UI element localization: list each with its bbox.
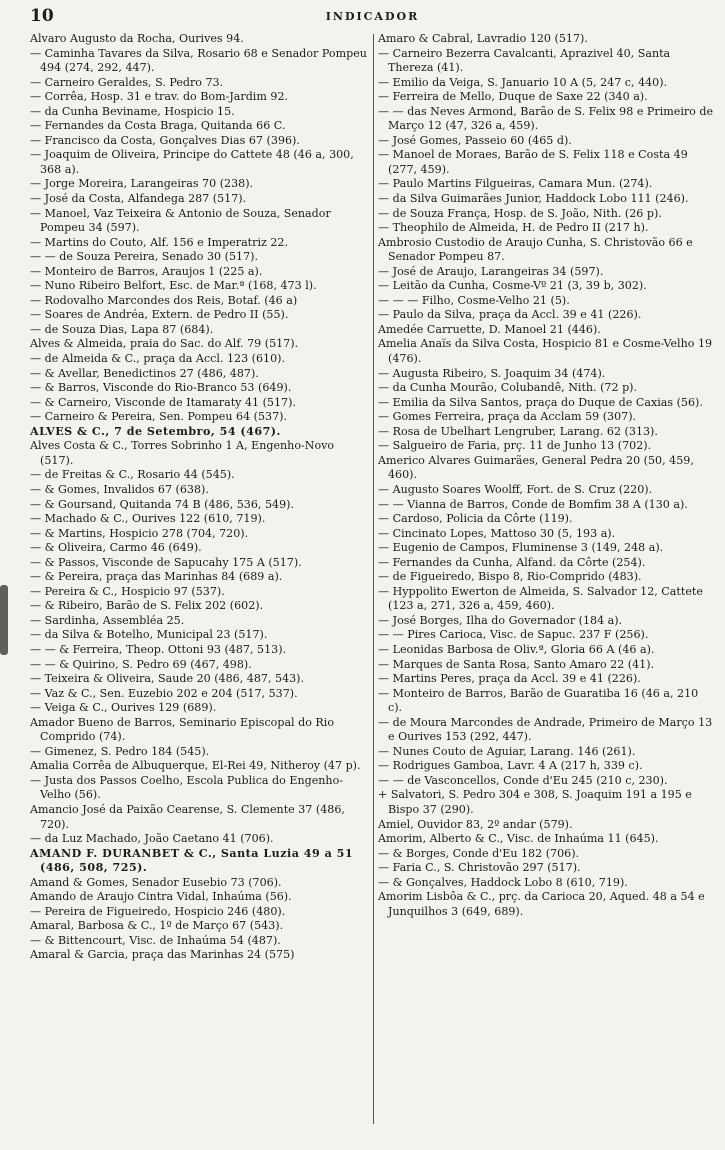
directory-entry: — José Gomes, Passeio 60 (465 d). — [378, 133, 572, 147]
directory-entry: — Francisco da Costa, Gonçalves Dias 67 (396). — [30, 133, 300, 147]
directory-entry: — Cincinato Lopes, Mattoso 30 (5, 193 a). — [378, 526, 616, 540]
directory-entry: — Augusta Ribeiro, S. Joaquim 34 (474). — [378, 366, 606, 380]
entry-columns — [30, 32, 715, 963]
directory-entry: — & Barros, Visconde do Rio-Branco 53 (649). — [30, 381, 292, 395]
directory-entry: — Faria C., S. Christovão 297 (517). — [378, 861, 581, 875]
directory-entry: — Justa dos Passos Coelho, Escola Publica do Engenho-Velho (56). — [30, 773, 343, 802]
directory-entry: Alves & Almeida, praia do Sac. do Alf. 79 (517). — [30, 337, 299, 351]
directory-entry: — Rodovalho Marcondes dos Reis, Botaf. (46 a) — [30, 293, 298, 307]
directory-entry: — Nunes Couto de Aguiar, Larang. 146 (261). — [378, 744, 636, 758]
directory-entry: — Martins do Couto, Alf. 156 e Imperatriz 22. — [30, 235, 288, 249]
directory-entry: — Leonidas Barbosa de Oliv.ª, Gloria 66 A (46 a). — [378, 642, 655, 656]
directory-entry: — José de Araujo, Larangeiras 34 (597). — [378, 264, 604, 278]
directory-entry: — & Goursand, Quitanda 74 B (486, 536, 549). — [30, 497, 294, 511]
directory-entry: — de Almeida & C., praça da Accl. 123 (610). — [30, 352, 286, 366]
directory-entry: — de Freitas & C., Rosario 44 (545). — [30, 468, 235, 482]
directory-entry: — Cardoso, Policia da Côrte (119). — [378, 512, 573, 526]
directory-entry: — José da Costa, Alfandega 287 (517). — [30, 192, 247, 206]
directory-entry: — José Borges, Ilha do Governador (184 a). — [378, 613, 623, 627]
running-head: INDICADOR — [325, 10, 420, 23]
directory-entry: — Rodrigues Gamboa, Lavr. 4 A (217 h, 339 c). — [378, 759, 643, 773]
directory-entry: — Emilia da Silva Santos, praça do Duque de Caxias (56). — [378, 395, 703, 409]
directory-entry: — Manoel de Moraes, Barão de S. Felix 118 e Costa 49 (277, 459). — [378, 148, 688, 176]
directory-entry: — — & Quirino, S. Pedro 69 (467, 498). — [30, 657, 252, 671]
directory-entry: — Teixeira & Oliveira, Saude 20 (486, 487, 543). — [30, 672, 305, 686]
directory-entry: — Monteiro de Barros, Araujos 1 (225 a). — [30, 264, 263, 278]
directory-entry: — de Souza Dias, Lapa 87 (684). — [30, 322, 214, 336]
left-column — [30, 32, 372, 963]
directory-entry: — Machado & C., Ourives 122 (610, 719). — [30, 512, 266, 526]
directory-entry: — & Avellar, Benedictinos 27 (486, 487). — [30, 366, 259, 380]
directory-entry: — de Moura Marcondes de Andrade, Primeiro de Março 13 e Ourives 153 (292, 447). — [378, 715, 713, 744]
directory-entry: — Rosa de Ubelhart Lengruber, Larang. 62 (313). — [378, 424, 658, 438]
directory-entry: — Paulo Martins Filgueiras, Camara Mun. (274). — [378, 177, 653, 191]
page-edge-blot — [0, 585, 8, 655]
page-header — [30, 4, 715, 32]
directory-entry: Americo Alvares Guimarães, General Pedra 20 (50, 459, 460). — [378, 453, 694, 482]
directory-entry: — & Gonçalves, Haddock Lobo 8 (610, 719). — [378, 875, 628, 889]
directory-entry: Amorim, Alberto & C., Visc. de Inhaúma 11 (645). — [378, 832, 659, 846]
directory-entry: — Nuno Ribeiro Belfort, Esc. de Mar.ª (168, 473 l). — [30, 279, 317, 293]
directory-entry: — & Pereira, praça das Marinhas 84 (689 a). — [30, 570, 283, 584]
directory-entry: Amaral, Barbosa & C., 1º de Março 67 (543). — [30, 919, 284, 933]
directory-entry: Amancio José da Paixão Cearense, S. Clemente 37 (486, 720). — [30, 802, 345, 831]
directory-entry: — Augusto Soares Woolff, Fort. de S. Cruz (220). — [378, 482, 653, 496]
directory-entry: — — de Souza Pereira, Senado 30 (517). — [30, 250, 258, 264]
directory-entry: + Salvatori, S. Pedro 304 e 308, S. Joaquim 191 a 195 e Bispo 37 (290). — [378, 788, 692, 816]
directory-entry: Amand & Gomes, Senador Eusebio 73 (706). — [30, 875, 282, 889]
directory-entry: — Pereira & C., Hospicio 97 (537). — [30, 584, 225, 598]
directory-entry: — Soares de Andréa, Extern. de Pedro II (55). — [30, 308, 289, 322]
directory-entry: — Paulo da Silva, praça da Accl. 39 e 41 (226). — [378, 308, 642, 322]
directory-entry: — de Figueiredo, Bispo 8, Rio-Comprido (483). — [378, 570, 642, 584]
directory-entry: — Caminha Tavares da Silva, Rosario 68 e Senador Pompeu 494 (274, 292, 447). — [30, 46, 367, 75]
directory-entry: — da Silva & Botelho, Municipal 23 (517). — [30, 628, 268, 642]
directory-entry: — Carneiro Bezerra Cavalcanti, Aprazivel 40, Santa Thereza (41). — [378, 46, 671, 75]
directory-entry: — da Cunha Beviname, Hospicio 15. — [30, 104, 235, 118]
directory-entry: Alvaro Augusto da Rocha, Ourives 94. — [30, 32, 244, 45]
directory-entry: — da Silva Guimarães Junior, Haddock Lobo 111 (246). — [378, 192, 689, 206]
directory-entry: — da Cunha Mourão, Colubandê, Nith. (72 p). — [378, 381, 638, 395]
directory-entry: Amaro & Cabral, Lavradio 120 (517). — [378, 32, 588, 45]
directory-entry: — Martins Peres, praça da Accl. 39 e 41 (226). — [378, 672, 641, 686]
directory-entry: Amalia Corrêa de Albuquerque, El-Rei 49, Nitheroy (47 p). — [30, 759, 361, 773]
directory-entry: Amelia Anaïs da Silva Costa, Hospicio 81 e Cosme-Velho 19 (476). — [378, 337, 713, 366]
directory-entry: — Vaz & C., Sen. Euzebio 202 e 204 (517, 537). — [30, 686, 298, 700]
column-divider — [373, 34, 374, 1124]
directory-entry: — Joaquim de Oliveira, Principe do Cattete 48 (46 a, 300, 368 a). — [30, 148, 354, 176]
directory-entry: — & Borges, Conde d'Eu 182 (706). — [378, 846, 580, 860]
directory-entry: Amiel, Ouvidor 83, 2º andar (579). — [378, 817, 573, 831]
directory-entry: — Eugenio de Campos, Fluminense 3 (149, 248 a). — [378, 541, 664, 555]
directory-entry: — Carneiro Geraldes, S. Pedro 73. — [30, 75, 224, 89]
directory-entry: — da Luz Machado, João Caetano 41 (706). — [30, 832, 274, 846]
directory-entry: — & Oliveira, Carmo 46 (649). — [30, 541, 202, 555]
directory-entry: — de Souza França, Hosp. de S. João, Nith. (26 p). — [378, 206, 662, 220]
directory-entry: — Hyppolito Ewerton de Almeida, S. Salvador 12, Cattete (123 a, 271, 326 a, 459, 460). — [378, 584, 703, 613]
directory-entry: Amedée Carruette, D. Manoel 21 (446). — [378, 322, 601, 336]
directory-entry: — Monteiro de Barros, Barão de Guaratiba 16 (46 a, 210 c). — [378, 686, 699, 715]
directory-entry: — Gimenez, S. Pedro 184 (545). — [30, 744, 210, 758]
directory-entry: — Pereira de Figueiredo, Hospicio 246 (480). — [30, 904, 286, 918]
directory-entry: — Veiga & C., Ourives 129 (689). — [30, 701, 217, 715]
directory-entry: Amando de Araujo Cintra Vidal, Inhaúma (56). — [30, 890, 292, 904]
directory-entry: — Emilio da Veiga, S. Januario 10 A (5, 247 c, 440). — [378, 75, 668, 89]
directory-entry: — & Martins, Hospicio 278 (704, 720). — [30, 526, 249, 540]
directory-entry: — Fernandes da Costa Braga, Quitanda 66 C. — [30, 119, 286, 133]
directory-entry: — & Bittencourt, Visc. de Inhaúma 54 (487). — [30, 933, 281, 947]
directory-entry: Alves Costa & C., Torres Sobrinho 1 A, Engenho-Novo (517). — [30, 439, 335, 467]
directory-entry: — Salgueiro de Faria, prç. 11 de Junho 13 (702). — [378, 439, 652, 453]
directory-entry: AMAND F. DURANBET & C., Santa Luzia 49 a 51 (486, 508, 725). — [30, 846, 354, 875]
directory-entry: — & Gomes, Invalidos 67 (638). — [30, 482, 209, 496]
directory-entry: — Marques de Santa Rosa, Santo Amaro 22 (41). — [378, 657, 655, 671]
directory-entry: — — de Vasconcellos, Conde d'Eu 245 (210 c, 230). — [378, 773, 668, 787]
page-number: 10 — [30, 6, 54, 26]
directory-entry: — & Ribeiro, Barão de S. Felix 202 (602). — [30, 599, 264, 613]
directory-entry: ALVES & C., 7 de Setembro, 54 (467). — [30, 424, 281, 438]
directory-entry: — Carneiro & Pereira, Sen. Pompeu 64 (537). — [30, 410, 288, 424]
directory-entry: Amador Bueno de Barros, Seminario Episcopal do Rio Comprido (74). — [30, 715, 335, 744]
directory-entry: — — Pires Carioca, Visc. de Sapuc. 237 F (256). — [378, 628, 649, 642]
directory-entry: — Manoel, Vaz Teixeira & Antonio de Souza, Senador Pompeu 34 (597). — [30, 206, 331, 235]
directory-entry: — & Passos, Visconde de Sapucahy 175 A (517). — [30, 555, 302, 569]
directory-entry: — Gomes Ferreira, praça da Acclam 59 (307). — [378, 410, 637, 424]
directory-entry: — — — Filho, Cosme-Velho 21 (5). — [378, 293, 570, 307]
directory-entry: — & Carneiro, Visconde de Itamaraty 41 (517). — [30, 395, 296, 409]
directory-entry: — Sardinha, Assembléa 25. — [30, 613, 185, 627]
right-column — [372, 32, 715, 963]
directory-entry: — — das Neves Armond, Barão de S. Felix 98 e Primeiro de Março 12 (47, 326 a, 459). — [378, 104, 714, 133]
directory-entry: — Corrêa, Hosp. 31 e trav. do Bom-Jardim 92. — [30, 90, 289, 104]
directory-entry: Ambrosio Custodio de Araujo Cunha, S. Christovão 66 e Senador Pompeu 87. — [378, 235, 693, 264]
directory-entry: — Theophilo de Almeida, H. de Pedro II (217 h). — [378, 221, 649, 235]
directory-entry: — Fernandes da Cunha, Alfand. da Côrte (254). — [378, 555, 646, 569]
directory-entry: — — Vianna de Barros, Conde de Bomfim 38 A (130 a). — [378, 497, 688, 511]
directory-entry: — Leitão da Cunha, Cosme-Vº 21 (3, 39 b, 302). — [378, 279, 647, 293]
directory-entry: — Ferreira de Mello, Duque de Saxe 22 (340 a). — [378, 90, 648, 104]
directory-entry: — — & Ferreira, Theop. Ottoni 93 (487, 513). — [30, 642, 287, 656]
directory-entry: Amaral & Garcia, praça das Marinhas 24 (575) — [30, 948, 295, 962]
directory-entry: Amorim Lisbôa & C., prç. da Carioca 20, Aqued. 48 a 54 e Junquilhos 3 (649, 689). — [378, 890, 705, 918]
directory-entry: — Jorge Moreira, Larangeiras 70 (238). — [30, 177, 254, 191]
